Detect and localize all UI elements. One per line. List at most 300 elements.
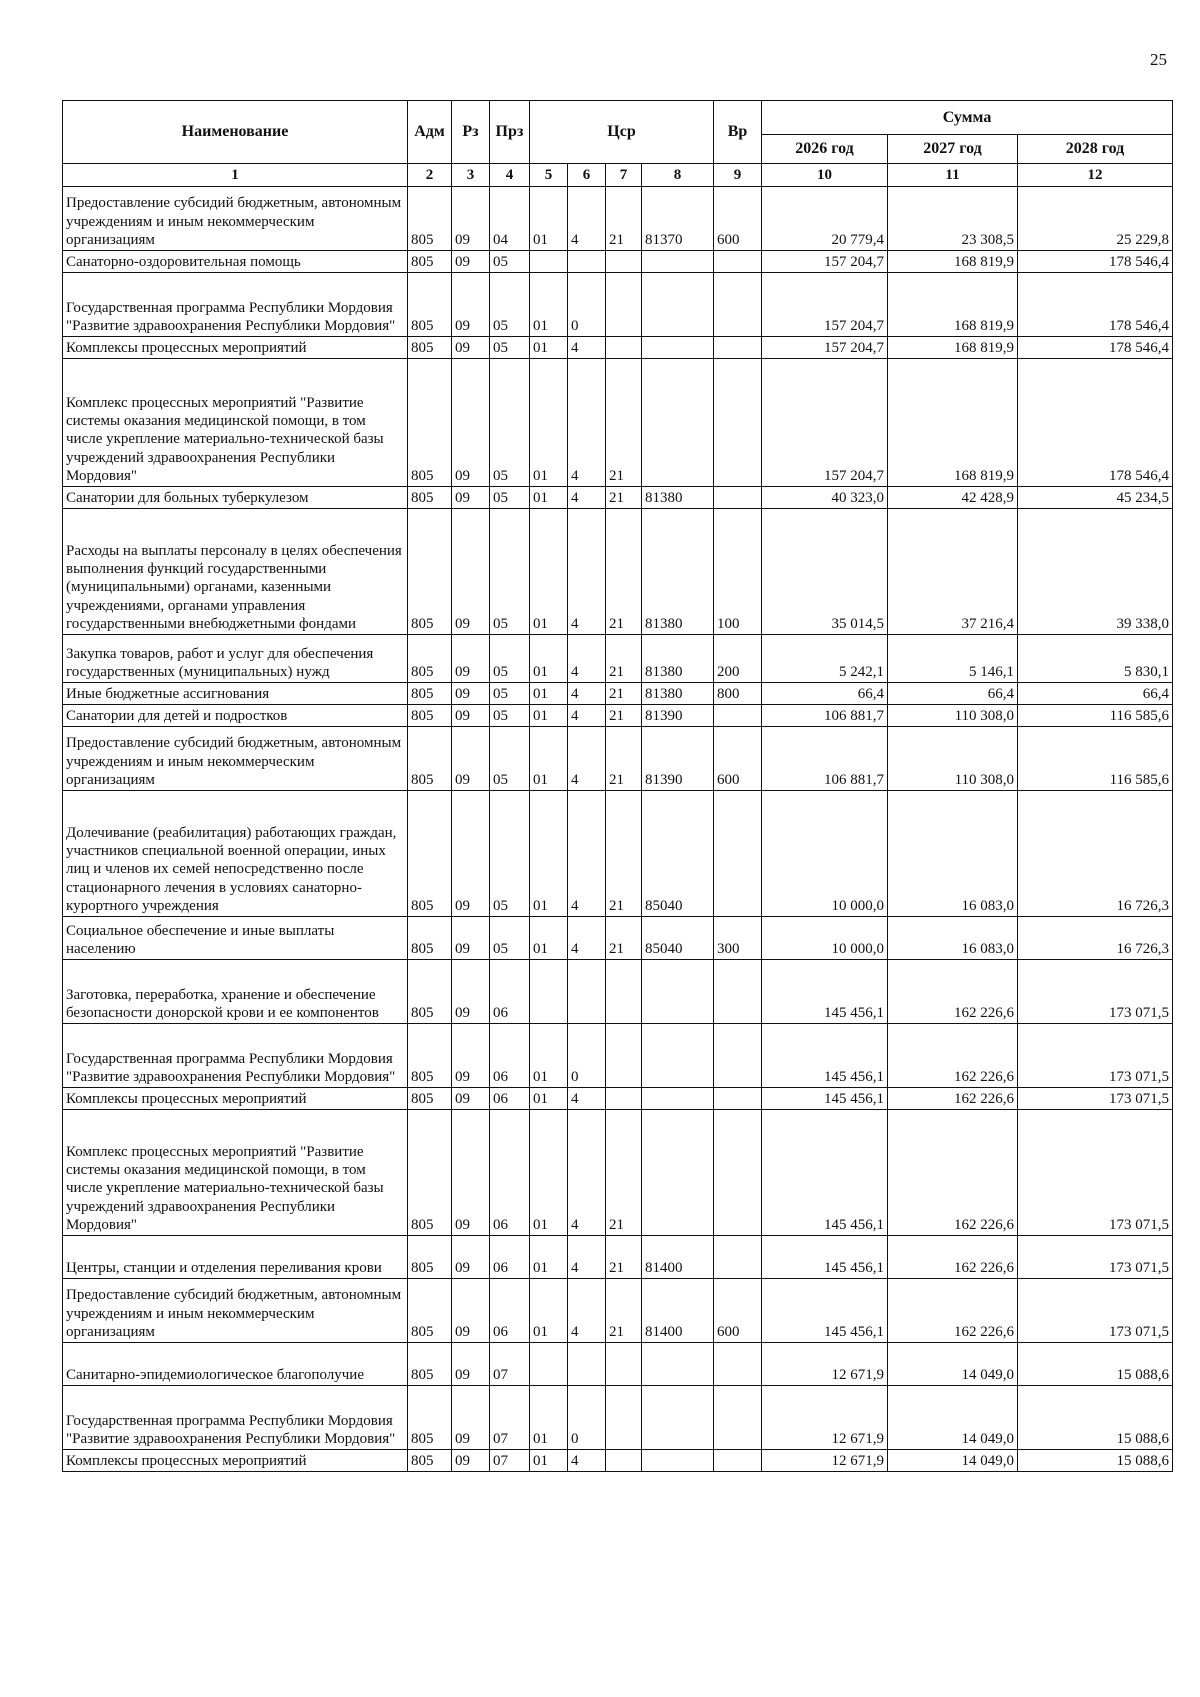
header-adm: Адм — [408, 101, 452, 164]
cell-c8: 81380 — [642, 635, 714, 683]
cell-y2027: 162 226,6 — [888, 960, 1018, 1024]
cell-c7 — [606, 1450, 642, 1472]
cell-y2027: 14 049,0 — [888, 1343, 1018, 1386]
cell-prz: 05 — [490, 917, 530, 960]
cell-y2028: 173 071,5 — [1018, 1110, 1173, 1236]
cell-vr: 300 — [714, 917, 762, 960]
cell-c8: 81380 — [642, 683, 714, 705]
cell-c8 — [642, 337, 714, 359]
cell-c8 — [642, 273, 714, 337]
cell-vr — [714, 705, 762, 727]
cell-c6: 4 — [568, 359, 606, 487]
cell-y2027: 168 819,9 — [888, 359, 1018, 487]
cell-rz: 09 — [452, 1110, 490, 1236]
table-row — [63, 1450, 1173, 1472]
cell-vr — [714, 1110, 762, 1236]
cell-c7: 21 — [606, 359, 642, 487]
cell-rz: 09 — [452, 791, 490, 917]
cell-c5: 01 — [530, 727, 568, 791]
cell-y2026: 10 000,0 — [762, 917, 888, 960]
cell-y2026: 66,4 — [762, 683, 888, 705]
cell-prz: 06 — [490, 1110, 530, 1236]
cell-c5 — [530, 960, 568, 1024]
cell-c8 — [642, 1110, 714, 1236]
cell-vr: 100 — [714, 509, 762, 635]
cell-c5: 01 — [530, 1386, 568, 1450]
cell-name: Предоставление субсидий бюджетным, автономным учреждениям и иным некоммерческим организациям — [63, 1279, 408, 1343]
cell-prz: 05 — [490, 635, 530, 683]
cell-y2028: 178 546,4 — [1018, 273, 1173, 337]
table-row — [63, 1088, 1173, 1110]
cell-c8: 81380 — [642, 509, 714, 635]
cell-c6: 0 — [568, 273, 606, 337]
cell-y2028: 15 088,6 — [1018, 1343, 1173, 1386]
cell-rz: 09 — [452, 635, 490, 683]
cell-y2026: 5 242,1 — [762, 635, 888, 683]
cell-y2027: 168 819,9 — [888, 251, 1018, 273]
cell-prz: 06 — [490, 1279, 530, 1343]
cell-prz: 05 — [490, 705, 530, 727]
cell-adm: 805 — [408, 509, 452, 635]
cell-y2026: 157 204,7 — [762, 251, 888, 273]
cell-c8: 85040 — [642, 791, 714, 917]
cell-y2028: 173 071,5 — [1018, 1024, 1173, 1088]
cell-prz: 05 — [490, 487, 530, 509]
cell-adm: 805 — [408, 251, 452, 273]
cell-adm: 805 — [408, 635, 452, 683]
cell-y2026: 20 779,4 — [762, 187, 888, 251]
cell-y2027: 66,4 — [888, 683, 1018, 705]
cell-y2027: 162 226,6 — [888, 1024, 1018, 1088]
cell-c8 — [642, 1024, 714, 1088]
cell-c7 — [606, 251, 642, 273]
cell-name: Комплексы процессных мероприятий — [63, 337, 408, 359]
cell-c8: 81400 — [642, 1279, 714, 1343]
cell-y2027: 110 308,0 — [888, 705, 1018, 727]
cell-c7: 21 — [606, 683, 642, 705]
cell-y2026: 12 671,9 — [762, 1450, 888, 1472]
cell-c6: 4 — [568, 683, 606, 705]
cell-c6: 4 — [568, 1450, 606, 1472]
cell-c8: 81400 — [642, 1236, 714, 1279]
column-number: 9 — [714, 164, 762, 187]
cell-rz: 09 — [452, 727, 490, 791]
cell-name: Санаторно-оздоровительная помощь — [63, 251, 408, 273]
cell-y2027: 42 428,9 — [888, 487, 1018, 509]
cell-c7 — [606, 1088, 642, 1110]
cell-c6 — [568, 251, 606, 273]
cell-rz: 09 — [452, 187, 490, 251]
cell-y2026: 12 671,9 — [762, 1386, 888, 1450]
budget-table — [62, 100, 1173, 1472]
table-row — [63, 1236, 1173, 1279]
cell-y2028: 16 726,3 — [1018, 791, 1173, 917]
cell-rz: 09 — [452, 705, 490, 727]
header-sum: Сумма — [762, 101, 1173, 135]
cell-c5: 01 — [530, 1110, 568, 1236]
cell-prz: 05 — [490, 683, 530, 705]
cell-adm: 805 — [408, 273, 452, 337]
cell-vr — [714, 337, 762, 359]
cell-c8 — [642, 960, 714, 1024]
column-number: 7 — [606, 164, 642, 187]
cell-rz: 09 — [452, 960, 490, 1024]
cell-adm: 805 — [408, 359, 452, 487]
cell-c6: 4 — [568, 917, 606, 960]
cell-y2026: 157 204,7 — [762, 273, 888, 337]
cell-y2026: 145 456,1 — [762, 1110, 888, 1236]
cell-vr — [714, 273, 762, 337]
cell-c7: 21 — [606, 487, 642, 509]
cell-c5: 01 — [530, 1450, 568, 1472]
cell-adm: 805 — [408, 683, 452, 705]
cell-name: Предоставление субсидий бюджетным, автономным учреждениям и иным некоммерческим организациям — [63, 727, 408, 791]
cell-adm: 805 — [408, 1450, 452, 1472]
header-year-2027: 2027 год — [888, 135, 1018, 164]
cell-adm: 805 — [408, 917, 452, 960]
table-row — [63, 705, 1173, 727]
cell-c5: 01 — [530, 487, 568, 509]
cell-c6: 4 — [568, 509, 606, 635]
cell-c5 — [530, 1343, 568, 1386]
cell-y2027: 110 308,0 — [888, 727, 1018, 791]
cell-y2027: 168 819,9 — [888, 337, 1018, 359]
cell-c7: 21 — [606, 187, 642, 251]
cell-y2027: 168 819,9 — [888, 273, 1018, 337]
cell-c8 — [642, 1386, 714, 1450]
cell-name: Центры, станции и отделения переливания крови — [63, 1236, 408, 1279]
cell-y2028: 173 071,5 — [1018, 1088, 1173, 1110]
cell-vr — [714, 487, 762, 509]
cell-c6: 0 — [568, 1024, 606, 1088]
cell-c5: 01 — [530, 337, 568, 359]
cell-rz: 09 — [452, 1343, 490, 1386]
cell-c6 — [568, 1343, 606, 1386]
cell-y2027: 5 146,1 — [888, 635, 1018, 683]
cell-vr: 800 — [714, 683, 762, 705]
cell-adm: 805 — [408, 705, 452, 727]
column-number: 12 — [1018, 164, 1173, 187]
cell-c7 — [606, 273, 642, 337]
cell-vr — [714, 1088, 762, 1110]
cell-c5: 01 — [530, 187, 568, 251]
cell-y2027: 162 226,6 — [888, 1279, 1018, 1343]
cell-c7: 21 — [606, 705, 642, 727]
cell-adm: 805 — [408, 487, 452, 509]
cell-vr — [714, 1343, 762, 1386]
cell-y2027: 162 226,6 — [888, 1236, 1018, 1279]
cell-c6: 4 — [568, 705, 606, 727]
cell-prz: 07 — [490, 1343, 530, 1386]
cell-c6: 4 — [568, 1279, 606, 1343]
cell-y2027: 162 226,6 — [888, 1088, 1018, 1110]
cell-y2027: 14 049,0 — [888, 1386, 1018, 1450]
cell-adm: 805 — [408, 1024, 452, 1088]
cell-vr: 200 — [714, 635, 762, 683]
cell-y2028: 178 546,4 — [1018, 251, 1173, 273]
cell-y2027: 14 049,0 — [888, 1450, 1018, 1472]
cell-rz: 09 — [452, 1450, 490, 1472]
cell-y2026: 106 881,7 — [762, 705, 888, 727]
cell-name: Государственная программа Республики Мордовия "Развитие здравоохранения Республики Мордовия" — [63, 273, 408, 337]
cell-c6: 4 — [568, 187, 606, 251]
table-row — [63, 487, 1173, 509]
cell-c6: 4 — [568, 635, 606, 683]
cell-rz: 09 — [452, 509, 490, 635]
cell-y2026: 145 456,1 — [762, 1024, 888, 1088]
cell-c6: 4 — [568, 791, 606, 917]
cell-y2028: 45 234,5 — [1018, 487, 1173, 509]
cell-c6: 4 — [568, 1236, 606, 1279]
cell-y2026: 145 456,1 — [762, 1279, 888, 1343]
cell-c5: 01 — [530, 683, 568, 705]
cell-y2028: 178 546,4 — [1018, 359, 1173, 487]
header-vr: Вр — [714, 101, 762, 164]
cell-adm: 805 — [408, 1088, 452, 1110]
cell-c6 — [568, 960, 606, 1024]
cell-adm: 805 — [408, 1110, 452, 1236]
cell-c8: 81390 — [642, 705, 714, 727]
cell-vr — [714, 791, 762, 917]
cell-y2027: 16 083,0 — [888, 917, 1018, 960]
header-year-2028: 2028 год — [1018, 135, 1173, 164]
cell-c5 — [530, 251, 568, 273]
column-number: 2 — [408, 164, 452, 187]
cell-c6: 4 — [568, 727, 606, 791]
cell-prz: 05 — [490, 359, 530, 487]
column-number: 8 — [642, 164, 714, 187]
cell-adm: 805 — [408, 1343, 452, 1386]
cell-name: Долечивание (реабилитация) работающих граждан, участников специальной военной операции, иных лиц и членов их семей непосредственно после стационарного лечения в условиях санаторно-курортного учреждения — [63, 791, 408, 917]
table-row — [63, 359, 1173, 487]
cell-y2027: 23 308,5 — [888, 187, 1018, 251]
cell-c7: 21 — [606, 791, 642, 917]
cell-y2028: 66,4 — [1018, 683, 1173, 705]
cell-y2026: 12 671,9 — [762, 1343, 888, 1386]
cell-y2028: 5 830,1 — [1018, 635, 1173, 683]
cell-prz: 05 — [490, 337, 530, 359]
cell-vr: 600 — [714, 727, 762, 791]
cell-adm: 805 — [408, 337, 452, 359]
cell-name: Комплексы процессных мероприятий — [63, 1088, 408, 1110]
column-number: 1 — [63, 164, 408, 187]
table-row — [63, 1279, 1173, 1343]
cell-y2028: 39 338,0 — [1018, 509, 1173, 635]
cell-rz: 09 — [452, 487, 490, 509]
cell-y2028: 116 585,6 — [1018, 727, 1173, 791]
cell-name: Предоставление субсидий бюджетным, автономным учреждениям и иным некоммерческим организациям — [63, 187, 408, 251]
cell-c5: 01 — [530, 1279, 568, 1343]
table-row — [63, 1386, 1173, 1450]
cell-c5: 01 — [530, 635, 568, 683]
cell-y2028: 173 071,5 — [1018, 960, 1173, 1024]
cell-prz: 05 — [490, 509, 530, 635]
cell-rz: 09 — [452, 683, 490, 705]
cell-y2026: 145 456,1 — [762, 960, 888, 1024]
cell-c5: 01 — [530, 705, 568, 727]
cell-adm: 805 — [408, 960, 452, 1024]
cell-y2026: 10 000,0 — [762, 791, 888, 917]
cell-c7 — [606, 1343, 642, 1386]
column-number: 11 — [888, 164, 1018, 187]
cell-rz: 09 — [452, 273, 490, 337]
cell-y2028: 178 546,4 — [1018, 337, 1173, 359]
column-number: 10 — [762, 164, 888, 187]
cell-prz: 05 — [490, 791, 530, 917]
cell-vr — [714, 960, 762, 1024]
cell-vr: 600 — [714, 187, 762, 251]
cell-y2028: 16 726,3 — [1018, 917, 1173, 960]
cell-name: Санатории для больных туберкулезом — [63, 487, 408, 509]
cell-c7: 21 — [606, 1236, 642, 1279]
cell-y2028: 173 071,5 — [1018, 1236, 1173, 1279]
cell-name: Комплекс процессных мероприятий "Развитие системы оказания медицинской помощи, в том числе укрепление материально-технической базы учреждений здравоохранения Республики Мордовия" — [63, 359, 408, 487]
cell-c8 — [642, 359, 714, 487]
cell-y2026: 35 014,5 — [762, 509, 888, 635]
cell-adm: 805 — [408, 187, 452, 251]
cell-c7: 21 — [606, 635, 642, 683]
cell-y2026: 145 456,1 — [762, 1236, 888, 1279]
cell-name: Государственная программа Республики Мордовия "Развитие здравоохранения Республики Мордовия" — [63, 1024, 408, 1088]
cell-vr — [714, 251, 762, 273]
page-number: 25 — [1150, 50, 1167, 69]
column-number: 6 — [568, 164, 606, 187]
cell-name: Комплексы процессных мероприятий — [63, 1450, 408, 1472]
table-row — [63, 683, 1173, 705]
cell-prz: 06 — [490, 1088, 530, 1110]
cell-c8: 81380 — [642, 487, 714, 509]
cell-y2026: 157 204,7 — [762, 337, 888, 359]
table-row — [63, 337, 1173, 359]
cell-adm: 805 — [408, 1236, 452, 1279]
cell-prz: 04 — [490, 187, 530, 251]
cell-vr — [714, 1236, 762, 1279]
cell-y2027: 16 083,0 — [888, 791, 1018, 917]
cell-c7 — [606, 337, 642, 359]
cell-prz: 05 — [490, 251, 530, 273]
column-number-row — [63, 164, 1173, 187]
cell-c8 — [642, 1450, 714, 1472]
cell-c5: 01 — [530, 509, 568, 635]
cell-c8 — [642, 1088, 714, 1110]
cell-prz: 06 — [490, 1236, 530, 1279]
cell-y2026: 157 204,7 — [762, 359, 888, 487]
cell-y2026: 145 456,1 — [762, 1088, 888, 1110]
cell-c6: 4 — [568, 487, 606, 509]
column-number: 4 — [490, 164, 530, 187]
table-row — [63, 727, 1173, 791]
cell-rz: 09 — [452, 1386, 490, 1450]
cell-c8: 85040 — [642, 917, 714, 960]
cell-c7: 21 — [606, 727, 642, 791]
cell-rz: 09 — [452, 359, 490, 487]
cell-rz: 09 — [452, 1236, 490, 1279]
cell-y2028: 15 088,6 — [1018, 1386, 1173, 1450]
cell-y2028: 173 071,5 — [1018, 1279, 1173, 1343]
cell-name: Комплекс процессных мероприятий "Развитие системы оказания медицинской помощи, в том числе укрепление материально-технической базы учреждений здравоохранения Республики Мордовия" — [63, 1110, 408, 1236]
cell-vr — [714, 1450, 762, 1472]
cell-c7 — [606, 960, 642, 1024]
cell-vr — [714, 1386, 762, 1450]
cell-c8 — [642, 251, 714, 273]
cell-y2026: 106 881,7 — [762, 727, 888, 791]
cell-rz: 09 — [452, 1279, 490, 1343]
cell-vr — [714, 1024, 762, 1088]
cell-prz: 05 — [490, 273, 530, 337]
header-name: Наименование — [63, 101, 408, 164]
cell-vr: 600 — [714, 1279, 762, 1343]
cell-prz: 07 — [490, 1450, 530, 1472]
cell-c5: 01 — [530, 273, 568, 337]
cell-c8: 81370 — [642, 187, 714, 251]
cell-adm: 805 — [408, 791, 452, 917]
cell-c6: 4 — [568, 337, 606, 359]
table-row — [63, 917, 1173, 960]
cell-c6: 4 — [568, 1110, 606, 1236]
cell-c5: 01 — [530, 1088, 568, 1110]
cell-y2028: 15 088,6 — [1018, 1450, 1173, 1472]
cell-name: Санитарно-эпидемиологическое благополучие — [63, 1343, 408, 1386]
cell-c5: 01 — [530, 1024, 568, 1088]
cell-prz: 06 — [490, 960, 530, 1024]
cell-name: Расходы на выплаты персоналу в целях обеспечения выполнения функций государственными (муниципальными) органами, казенными учреждениями, органами управления государственными внебюджетными фондами — [63, 509, 408, 635]
table-row — [63, 273, 1173, 337]
cell-c5: 01 — [530, 1236, 568, 1279]
cell-c8 — [642, 1343, 714, 1386]
cell-name: Социальное обеспечение и иные выплаты населению — [63, 917, 408, 960]
cell-vr — [714, 359, 762, 487]
cell-prz: 07 — [490, 1386, 530, 1450]
cell-c5: 01 — [530, 791, 568, 917]
header-prz: Прз — [490, 101, 530, 164]
table-row — [63, 1024, 1173, 1088]
cell-prz: 06 — [490, 1024, 530, 1088]
cell-name: Закупка товаров, работ и услуг для обеспечения государственных (муниципальных) нужд — [63, 635, 408, 683]
cell-name: Заготовка, переработка, хранение и обеспечение безопасности донорской крови и ее компонентов — [63, 960, 408, 1024]
cell-y2027: 162 226,6 — [888, 1110, 1018, 1236]
cell-c5: 01 — [530, 359, 568, 487]
cell-adm: 805 — [408, 1386, 452, 1450]
table-row — [63, 509, 1173, 635]
cell-c7 — [606, 1024, 642, 1088]
cell-c8: 81390 — [642, 727, 714, 791]
cell-rz: 09 — [452, 337, 490, 359]
table-row — [63, 1110, 1173, 1236]
header-csr: Цср — [530, 101, 714, 164]
cell-name: Санатории для детей и подростков — [63, 705, 408, 727]
cell-c7 — [606, 1386, 642, 1450]
cell-c6: 4 — [568, 1088, 606, 1110]
table-row — [63, 960, 1173, 1024]
cell-adm: 805 — [408, 727, 452, 791]
table-body — [63, 164, 1173, 1472]
cell-c7: 21 — [606, 1279, 642, 1343]
cell-prz: 05 — [490, 727, 530, 791]
cell-y2028: 25 229,8 — [1018, 187, 1173, 251]
cell-rz: 09 — [452, 917, 490, 960]
cell-name: Государственная программа Республики Мордовия "Развитие здравоохранения Республики Мордовия" — [63, 1386, 408, 1450]
column-number: 5 — [530, 164, 568, 187]
table-row — [63, 635, 1173, 683]
cell-y2026: 40 323,0 — [762, 487, 888, 509]
cell-rz: 09 — [452, 1024, 490, 1088]
table-row — [63, 1343, 1173, 1386]
header-year-2026: 2026 год — [762, 135, 888, 164]
cell-c7: 21 — [606, 917, 642, 960]
cell-rz: 09 — [452, 251, 490, 273]
column-number: 3 — [452, 164, 490, 187]
cell-c7: 21 — [606, 509, 642, 635]
